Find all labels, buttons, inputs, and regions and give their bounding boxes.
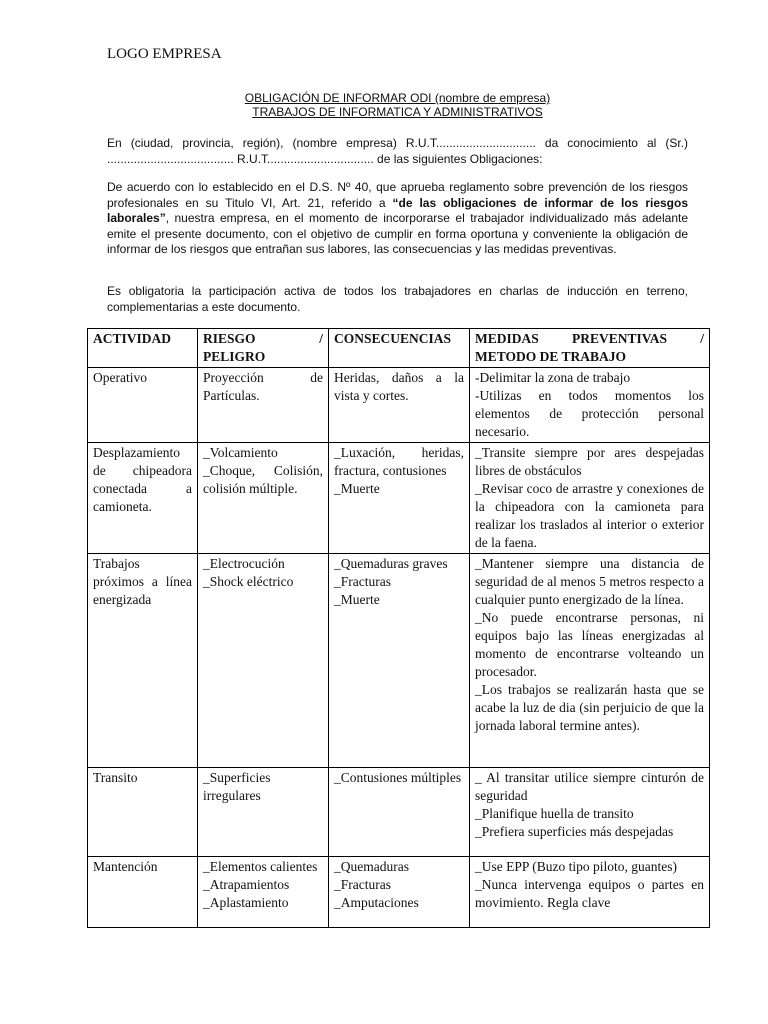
medidas-line: _Use EPP (Buzo tipo piloto, guantes) — [475, 859, 677, 874]
header-consecuencias: CONSECUENCIAS — [329, 329, 470, 368]
cell-consecuencias — [329, 443, 470, 554]
cell-riesgo — [198, 768, 329, 857]
table-row — [88, 368, 710, 443]
consecuencias-line: _Luxación, heridas, fractura, contusiones — [334, 445, 464, 478]
cell-riesgo — [198, 857, 329, 928]
legal-text-part2: , nuestra empresa, en el momento de incorporarse el trabajador individualizado más adelante emite el presente documento, con el objetivo de cumplir en forma oportuna y conveniente la obligación de informar de los riesgos que entrañan sus labores, las consecuencias y las medidas preventivas. — [107, 211, 688, 256]
header-riesgo: RIESGO / PELIGRO — [198, 329, 329, 368]
riesgo-line: _Electrocución — [203, 556, 285, 571]
table-header-row — [88, 329, 710, 368]
legal-text-part1: De acuerdo con lo establecido en el D.S. Nº 40, que aprueba reglamento sobre prevención de los riesgos profesionales en su Titulo VI, Art. 21, referido a — [107, 180, 688, 210]
consecuencias-line: _Quemaduras — [334, 859, 409, 874]
medidas-line: _Revisar coco de arrastre y conexiones de la chipeadora con la camioneta para realizar los traslados al interior o exterior de la faena. — [475, 481, 704, 550]
consecuencias-line: _Muerte — [334, 481, 380, 496]
risk-table-body — [88, 368, 710, 928]
cell-consecuencias — [329, 857, 470, 928]
cell-actividad: Desplazamiento de chipeadora conectada a camioneta. — [88, 443, 198, 554]
cell-riesgo — [198, 443, 329, 554]
table-row — [88, 857, 710, 928]
medidas-line: _Mantener siempre una distancia de seguridad de al menos 5 metros respecto a cualquier punto energizado de la línea. — [475, 556, 704, 607]
cell-actividad: Trabajos próximos a línea energizada — [88, 554, 198, 768]
medidas-line: _No puede encontrarse personas, ni equipos bajo las líneas energizadas al momento de encontrarse volteando un procesador. — [475, 610, 704, 679]
cell-medidas — [470, 857, 710, 928]
medidas-line: _Los trabajos se realizarán hasta que se acabe la luz de dia (sin perjuicio de que la jornada laboral termine antes). — [475, 682, 704, 733]
cell-actividad: Operativo — [88, 368, 198, 443]
title-line-1: OBLIGACIÓN DE INFORMAR ODI (nombre de empresa) — [244, 91, 551, 105]
cell-consecuencias — [329, 554, 470, 768]
medidas-line: _Transite siempre por ares despejadas libres de obstáculos — [475, 445, 704, 478]
header-medidas: MEDIDAS PREVENTIVAS / METODO DE TRABAJO — [470, 329, 710, 368]
riesgo-line: Proyección de Partículas. — [203, 370, 323, 403]
induction-paragraph: Es obligatoria la participación activa de todos los trabajadores en charlas de inducción en terreno, complementarias a este documento. — [107, 284, 688, 314]
table-row — [88, 554, 710, 768]
riesgo-line: _Superficies irregulares — [203, 770, 271, 803]
legal-basis-paragraph — [107, 180, 688, 258]
medidas-line: -Utilizas en todos momentos los elementos de protección personal necesario. — [475, 388, 704, 439]
cell-medidas — [470, 554, 710, 768]
consecuencias-line: _Quemaduras graves — [334, 556, 448, 571]
company-logo-placeholder: LOGO EMPRESA — [107, 46, 222, 62]
cell-riesgo — [198, 554, 329, 768]
medidas-line: _Prefiera superficies más despejadas — [475, 824, 674, 839]
medidas-line: _Planifique huella de transito — [475, 806, 634, 821]
consecuencias-line: _Fracturas — [334, 574, 391, 589]
cell-consecuencias — [329, 368, 470, 443]
consecuencias-line: _Amputaciones — [334, 895, 419, 910]
cell-consecuencias — [329, 768, 470, 857]
riesgo-line: _Volcamiento — [203, 445, 278, 460]
riesgo-line: _Aplastamiento — [203, 895, 289, 910]
cell-medidas — [470, 768, 710, 857]
risk-table — [87, 328, 710, 928]
intro-paragraph: En (ciudad, provincia, región), (nombre empresa) R.U.T.............................. da conocimiento al (Sr.) ...................................... R.U.T................................ de las siguientes Obligaciones: — [107, 136, 688, 166]
cell-medidas — [470, 368, 710, 443]
riesgo-line: _Choque, Colisión, colisión múltiple. — [203, 463, 323, 496]
legal-text-bold: “de las obligaciones de informar de los riesgos laborales” — [107, 195, 688, 225]
cell-actividad: Mantención — [88, 857, 198, 928]
medidas-line: -Delimitar la zona de trabajo — [475, 370, 631, 385]
header-actividad: ACTIVIDAD — [88, 329, 198, 368]
riesgo-line: _Atrapamientos — [203, 877, 290, 892]
consecuencias-line: _Muerte — [334, 592, 380, 607]
cell-actividad: Transito — [88, 768, 198, 857]
consecuencias-line: _Fracturas — [334, 877, 391, 892]
document-title — [107, 91, 688, 119]
cell-riesgo — [198, 368, 329, 443]
table-row — [88, 443, 710, 554]
consecuencias-line: Heridas, daños a la vista y cortes. — [334, 370, 464, 403]
consecuencias-line: _Contusiones múltiples — [334, 770, 462, 785]
riesgo-line: _Shock eléctrico — [203, 574, 294, 589]
medidas-line: _ Al transitar utilice siempre cinturón de seguridad — [475, 770, 704, 803]
riesgo-line: _Elementos calientes — [203, 859, 318, 874]
cell-medidas — [470, 443, 710, 554]
table-row — [88, 768, 710, 857]
title-line-2: TRABAJOS DE INFORMATICA Y ADMINISTRATIVOS — [252, 105, 543, 119]
medidas-line: _Nunca intervenga equipos o partes en movimiento. Regla clave — [475, 877, 704, 910]
